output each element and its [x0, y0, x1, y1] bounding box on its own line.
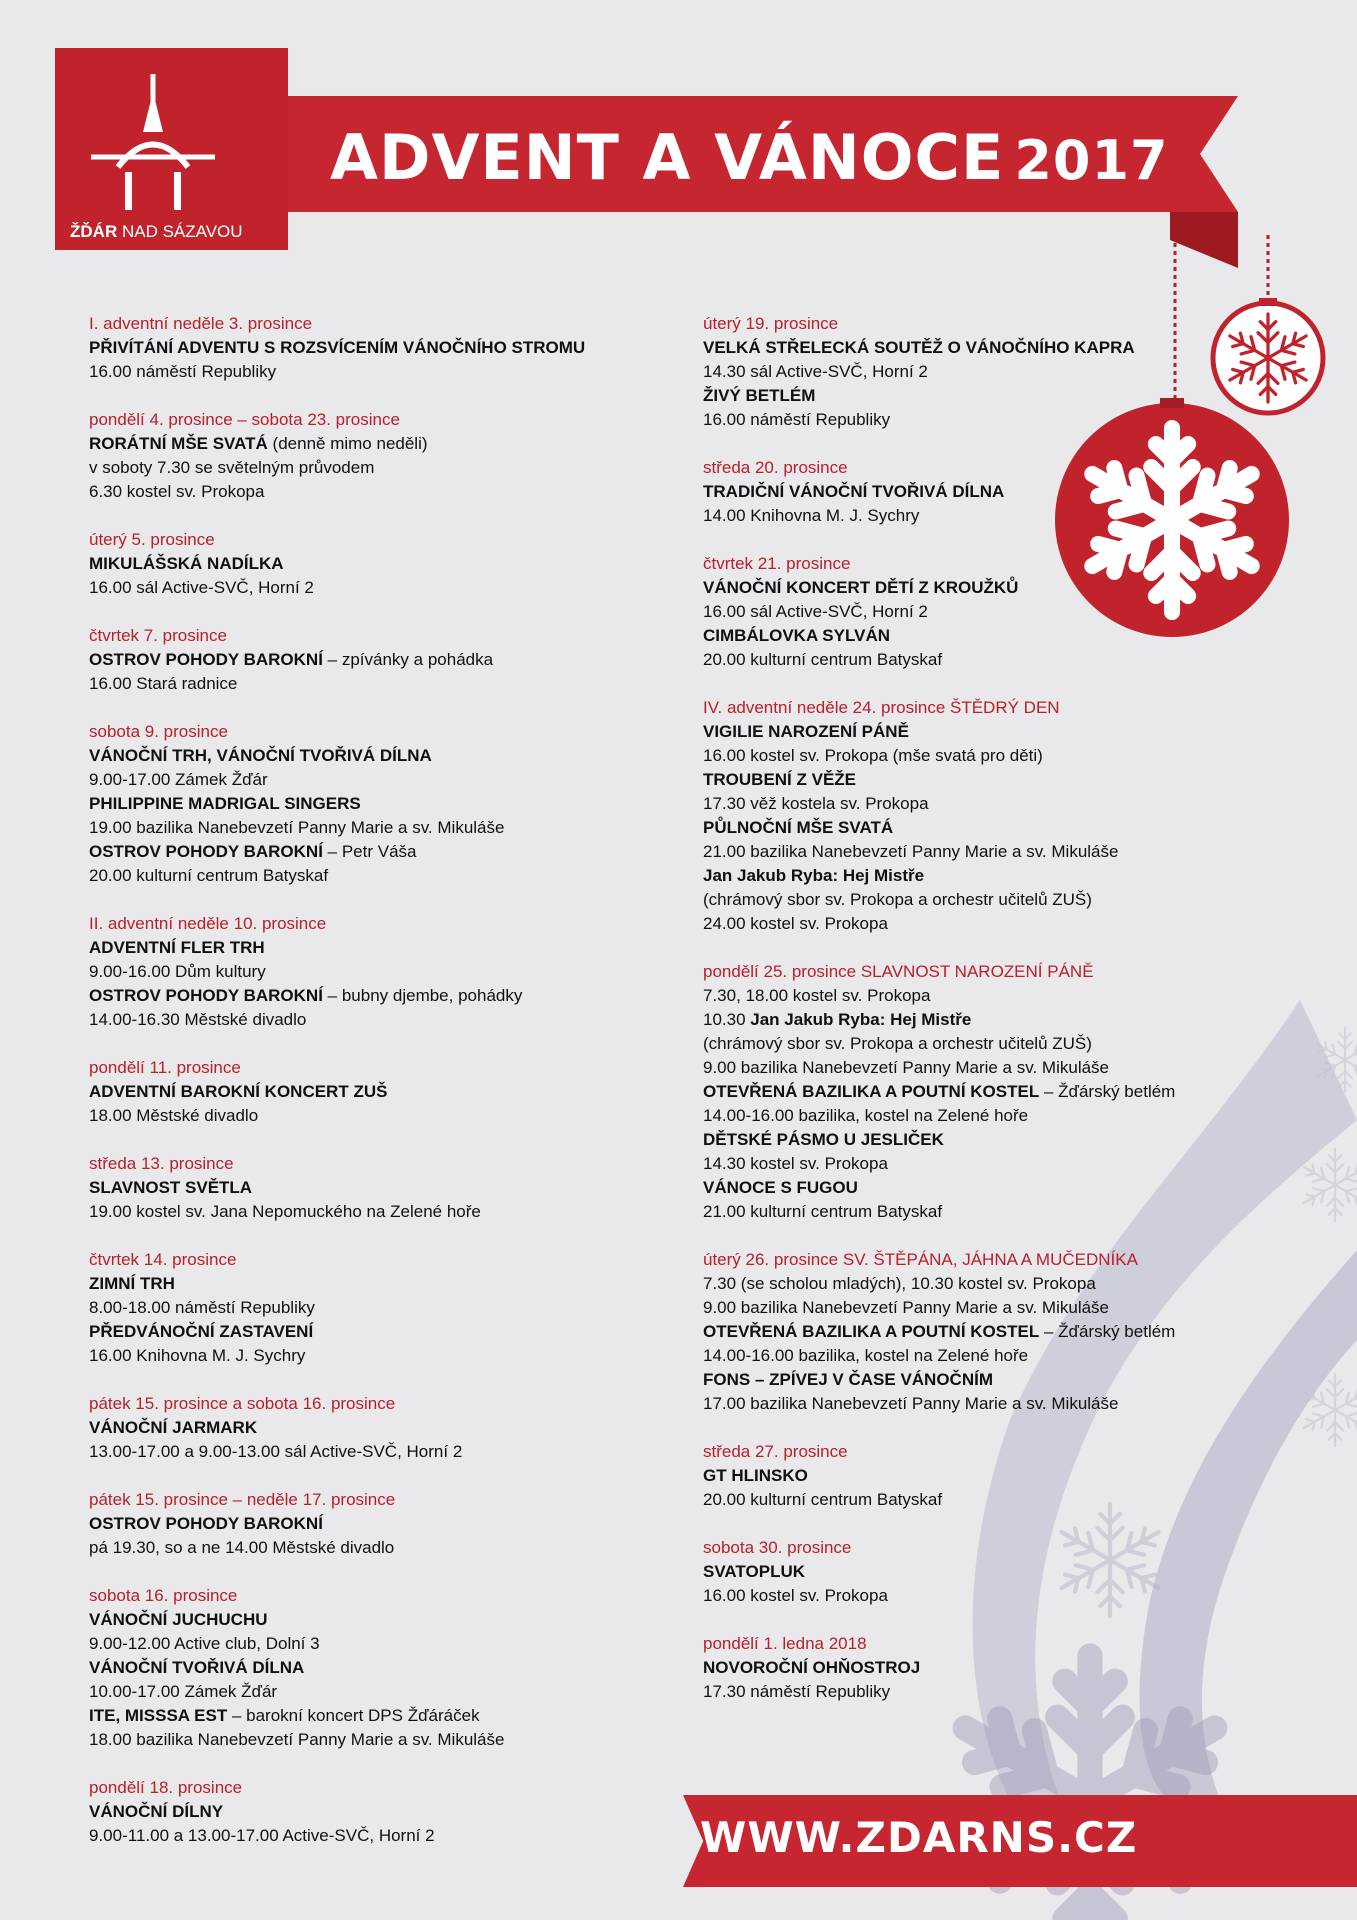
event-detail: 7.30, 18.00 kostel sv. Prokopa: [703, 986, 931, 1005]
event-detail: 21.00 kulturní centrum Batyskaf: [703, 1202, 943, 1221]
event-item: [703, 696, 1313, 936]
logo-text-bold: ŽĎÁR: [70, 222, 118, 241]
event-name: NOVOROČNÍ OHŇOSTROJ: [703, 1658, 921, 1677]
event-line: [89, 840, 699, 864]
event-line: [703, 816, 1313, 840]
event-name: VÁNOČNÍ DÍLNY: [89, 1802, 224, 1821]
event-line: [89, 816, 699, 840]
event-detail: 16.00 náměstí Republiky: [89, 362, 277, 381]
events-column-right: [703, 312, 1313, 1728]
event-line: [703, 1056, 1313, 1080]
event-date: středa 20. prosince: [703, 458, 848, 477]
event-name: FONS – ZPÍVEJ V ČASE VÁNOČNÍM: [703, 1370, 993, 1389]
event-line: [703, 480, 1313, 504]
event-detail: 6.30 kostel sv. Prokopa: [89, 482, 265, 501]
event-line: [89, 1608, 699, 1632]
event-line: [89, 456, 699, 480]
event-detail: 18.00 Městské divadlo: [89, 1106, 259, 1125]
event-line: [703, 384, 1313, 408]
event-line: [89, 1320, 699, 1344]
event-line: [89, 960, 699, 984]
event-line: [703, 1152, 1313, 1176]
event-detail: – Petr Váša: [322, 842, 417, 861]
event-line: [89, 480, 699, 504]
event-detail: 16.00 kostel sv. Prokopa (mše svatá pro děti): [703, 746, 1043, 765]
event-line: [89, 984, 699, 1008]
event-line: [89, 936, 699, 960]
events-column-left: [89, 312, 699, 1872]
event-line: [703, 624, 1313, 648]
event-name: VÁNOČNÍ TVOŘIVÁ DÍLNA: [89, 1658, 305, 1677]
event-detail: 16.00 kostel sv. Prokopa: [703, 1586, 888, 1605]
event-line: [89, 864, 699, 888]
event-detail: – zpívánky a pohádka: [322, 650, 494, 669]
event-detail: pá 19.30, so a ne 14.00 Městské divadlo: [89, 1538, 395, 1557]
event-line: [703, 1296, 1313, 1320]
event-name: PŘEDVÁNOČNÍ ZASTAVENÍ: [89, 1322, 314, 1341]
event-date: IV. adventní neděle 24. prosince ŠTĚDRÝ DEN: [703, 698, 1060, 717]
event-line: [89, 1200, 699, 1224]
event-name: VÁNOČNÍ KONCERT DĚTÍ Z KROUŽKŮ: [703, 578, 1019, 597]
event-line: [89, 1800, 699, 1824]
event-line: [703, 1008, 1313, 1032]
event-detail: (denně mimo neděli): [267, 434, 428, 453]
event-line: [89, 576, 699, 600]
event-line: [89, 1824, 699, 1848]
event-detail: 9.00 bazilika Nanebevzetí Panny Marie a sv. Mikuláše: [703, 1058, 1109, 1077]
event-date: pátek 15. prosince a sobota 16. prosince: [89, 1394, 396, 1413]
event-line: [703, 648, 1313, 672]
event-line: [703, 720, 1313, 744]
event-line: [703, 504, 1313, 528]
event-item: [89, 408, 699, 504]
event-item: [703, 312, 1313, 432]
event-date: pondělí 18. prosince: [89, 1778, 243, 1797]
event-line: [703, 336, 1313, 360]
page-title-text: ADVENT A VÁNOCE: [330, 121, 1005, 194]
event-name: DĚTSKÉ PÁSMO U JESLIČEK: [703, 1130, 944, 1149]
event-date: středa 13. prosince: [89, 1154, 234, 1173]
event-name: OSTROV POHODY BAROKNÍ: [89, 1514, 323, 1533]
event-line: [89, 768, 699, 792]
event-item: [89, 912, 699, 1032]
event-item: [89, 624, 699, 696]
event-line: [89, 1296, 699, 1320]
event-detail: 17.30 náměstí Republiky: [703, 1682, 891, 1701]
event-detail: 9.00-12.00 Active club, Dolní 3: [89, 1634, 320, 1653]
event-line: [89, 336, 699, 360]
event-name: TRADIČNÍ VÁNOČNÍ TVOŘIVÁ DÍLNA: [703, 482, 1005, 501]
event-detail: 9.00-17.00 Zámek Žďár: [89, 770, 268, 789]
event-name: RORÁTNÍ MŠE SVATÁ: [89, 434, 268, 453]
event-detail: (chrámový sbor sv. Prokopa a orchestr učitelů ZUŠ): [703, 1034, 1092, 1053]
event-item: [703, 552, 1313, 672]
event-item: [703, 960, 1313, 1224]
event-line: [89, 1680, 699, 1704]
event-date: středa 27. prosince: [703, 1442, 848, 1461]
event-date: II. adventní neděle 10. prosince: [89, 914, 327, 933]
event-line: [703, 888, 1313, 912]
event-item: [703, 1440, 1313, 1512]
event-name: TROUBENÍ Z VĚŽE: [703, 770, 857, 789]
event-detail: 13.00-17.00 a 9.00-13.00 sál Active-SVČ, Horní 2: [89, 1442, 463, 1461]
event-detail: 19.00 bazilika Nanebevzetí Panny Marie a sv. Mikuláše: [89, 818, 505, 837]
event-line: [89, 1008, 699, 1032]
event-line: [89, 1080, 699, 1104]
event-line: [703, 792, 1313, 816]
event-line: [89, 360, 699, 384]
event-name: ŽIVÝ BETLÉM: [703, 386, 816, 405]
event-item: [89, 720, 699, 888]
event-line: [703, 600, 1313, 624]
event-item: [89, 1248, 699, 1368]
event-line: [89, 1104, 699, 1128]
event-detail: – Žďárský betlém: [1039, 1082, 1176, 1101]
event-name: VÁNOČNÍ JARMARK: [89, 1418, 258, 1437]
event-item: [89, 528, 699, 600]
event-detail: 10.00-17.00 Zámek Žďár: [89, 1682, 278, 1701]
event-line: [703, 576, 1313, 600]
event-detail: 16.00 náměstí Republiky: [703, 410, 891, 429]
event-name: ITE, MISSSA EST: [89, 1706, 228, 1725]
event-name: OSTROV POHODY BAROKNÍ: [89, 986, 323, 1005]
event-line: [703, 1272, 1313, 1296]
event-detail: 18.00 bazilika Nanebevzetí Panny Marie a sv. Mikuláše: [89, 1730, 505, 1749]
event-line: [89, 1440, 699, 1464]
event-detail: 16.00 Knihovna M. J. Sychry: [89, 1346, 306, 1365]
event-line: [703, 1032, 1313, 1056]
event-date: pondělí 25. prosince SLAVNOST NAROZENÍ PÁNĚ: [703, 962, 1094, 981]
event-detail: 7.30 (se scholou mladých), 10.30 kostel sv. Prokopa: [703, 1274, 1096, 1293]
event-line: [89, 648, 699, 672]
event-line: [703, 1200, 1313, 1224]
church-logo-icon: [88, 72, 218, 212]
event-date: sobota 9. prosince: [89, 722, 228, 741]
event-item: [89, 1152, 699, 1224]
event-line: [89, 1344, 699, 1368]
logo-text: [70, 222, 243, 242]
event-line: [703, 840, 1313, 864]
event-detail: 20.00 kulturní centrum Batyskaf: [703, 650, 943, 669]
event-detail: 16.00 Stará radnice: [89, 674, 238, 693]
event-name: ADVENTNÍ FLER TRH: [89, 938, 265, 957]
event-line: [89, 672, 699, 696]
event-detail: 16.00 sál Active-SVČ, Horní 2: [703, 602, 928, 621]
event-line: [89, 1512, 699, 1536]
event-line: [703, 1344, 1313, 1368]
event-date: čtvrtek 14. prosince: [89, 1250, 237, 1269]
event-detail: 9.00 bazilika Nanebevzetí Panny Marie a sv. Mikuláše: [703, 1298, 1109, 1317]
event-name: VÁNOCE S FUGOU: [703, 1178, 858, 1197]
event-line: [89, 1272, 699, 1296]
event-name: PŘIVÍTÁNÍ ADVENTU S ROZSVÍCENÍM VÁNOČNÍHO STROMU: [89, 338, 586, 357]
event-line: [703, 360, 1313, 384]
event-name: SVATOPLUK: [703, 1562, 806, 1581]
event-name: Jan Jakub Ryba: Hej Mistře: [750, 1010, 972, 1029]
event-line: [703, 1392, 1313, 1416]
event-line: [89, 744, 699, 768]
event-name: VÁNOČNÍ JUCHUCHU: [89, 1610, 268, 1629]
event-name: OTEVŘENÁ BAZILIKA A POUTNÍ KOSTEL: [703, 1322, 1040, 1341]
event-detail: 14.00 Knihovna M. J. Sychry: [703, 506, 920, 525]
event-detail: – bubny djembe, pohádky: [322, 986, 523, 1005]
event-detail: 14.00-16.30 Městské divadlo: [89, 1010, 307, 1029]
event-item: [89, 1392, 699, 1464]
event-detail: 14.30 sál Active-SVČ, Horní 2: [703, 362, 928, 381]
event-name: PŮLNOČNÍ MŠE SVATÁ: [703, 818, 894, 837]
event-line: [703, 984, 1313, 1008]
event-line: [703, 1680, 1313, 1704]
event-line: [89, 1704, 699, 1728]
event-line: [703, 1176, 1313, 1200]
event-detail: 17.30 věž kostela sv. Prokopa: [703, 794, 929, 813]
event-name: VIGILIE NAROZENÍ PÁNĚ: [703, 722, 909, 741]
event-name: Jan Jakub Ryba: Hej Mistře: [703, 866, 925, 885]
event-name: VELKÁ STŘELECKÁ SOUTĚŽ O VÁNOČNÍHO KAPRA: [703, 338, 1135, 357]
event-line: [89, 552, 699, 576]
event-line: [703, 1080, 1313, 1104]
event-line: [89, 792, 699, 816]
event-line: [703, 744, 1313, 768]
event-detail: 14.30 kostel sv. Prokopa: [703, 1154, 888, 1173]
event-date: pondělí 11. prosince: [89, 1058, 241, 1077]
event-detail: 9.00-16.00 Dům kultury: [89, 962, 266, 981]
page-title: [330, 118, 1169, 201]
event-name: MIKULÁŠSKÁ NADÍLKA: [89, 554, 284, 573]
event-item: [89, 312, 699, 384]
event-line: [703, 768, 1313, 792]
page-title-year: 2017: [1014, 129, 1169, 192]
event-detail: 24.00 kostel sv. Prokopa: [703, 914, 888, 933]
event-date: úterý 19. prosince: [703, 314, 839, 333]
event-time: 10.30: [703, 1010, 751, 1029]
event-line: [703, 864, 1313, 888]
event-name: OSTROV POHODY BAROKNÍ: [89, 650, 323, 669]
event-name: ZIMNÍ TRH: [89, 1274, 175, 1293]
event-name: OTEVŘENÁ BAZILIKA A POUTNÍ KOSTEL: [703, 1082, 1040, 1101]
event-line: [703, 1488, 1313, 1512]
event-date: čtvrtek 7. prosince: [89, 626, 227, 645]
event-detail: 14.00-16.00 bazilika, kostel na Zelené hoře: [703, 1346, 1029, 1365]
event-name: CIMBÁLOVKA SYLVÁN: [703, 626, 890, 645]
event-detail: – Žďárský betlém: [1039, 1322, 1176, 1341]
banner-fold: [1170, 212, 1238, 268]
logo-text-rest: NAD SÁZAVOU: [121, 222, 243, 241]
event-detail: 21.00 bazilika Nanebevzetí Panny Marie a sv. Mikuláše: [703, 842, 1119, 861]
event-line: [89, 1416, 699, 1440]
event-line: [89, 1656, 699, 1680]
event-line: [703, 1104, 1313, 1128]
event-date: sobota 30. prosince: [703, 1538, 852, 1557]
event-line: [703, 1320, 1313, 1344]
event-date: čtvrtek 21. prosince: [703, 554, 851, 573]
event-name: VÁNOČNÍ TRH, VÁNOČNÍ TVOŘIVÁ DÍLNA: [89, 746, 432, 765]
event-line: [703, 1464, 1313, 1488]
website-link[interactable]: WWW.ZDARNS.CZ: [700, 1813, 1138, 1862]
event-line: [703, 1368, 1313, 1392]
event-date: sobota 16. prosince: [89, 1586, 238, 1605]
event-date: pondělí 1. ledna 2018: [703, 1634, 867, 1653]
event-item: [703, 1248, 1313, 1416]
event-detail: (chrámový sbor sv. Prokopa a orchestr učitelů ZUŠ): [703, 890, 1092, 909]
event-item: [703, 1536, 1313, 1608]
event-detail: 9.00-11.00 a 13.00-17.00 Active-SVČ, Horní 2: [89, 1826, 435, 1845]
event-line: [703, 1560, 1313, 1584]
event-name: OSTROV POHODY BAROKNÍ: [89, 842, 323, 861]
event-detail: 16.00 sál Active-SVČ, Horní 2: [89, 578, 314, 597]
event-date: pondělí 4. prosince – sobota 23. prosince: [89, 410, 400, 429]
event-detail: 14.00-16.00 bazilika, kostel na Zelené hoře: [703, 1106, 1029, 1125]
event-item: [89, 1584, 699, 1752]
event-date: úterý 26. prosince SV. ŠTĚPÁNA, JÁHNA A MUČEDNÍKA: [703, 1250, 1138, 1269]
event-name: ADVENTNÍ BAROKNÍ KONCERT ZUŠ: [89, 1082, 388, 1101]
event-detail: 8.00-18.00 náměstí Republiky: [89, 1298, 315, 1317]
event-line: [703, 1584, 1313, 1608]
event-line: [703, 1656, 1313, 1680]
event-date: I. adventní neděle 3. prosince: [89, 314, 313, 333]
event-line: [703, 1128, 1313, 1152]
event-line: [89, 432, 699, 456]
event-name: GT HLINSKO: [703, 1466, 808, 1485]
event-detail: 17.00 bazilika Nanebevzetí Panny Marie a sv. Mikuláše: [703, 1394, 1119, 1413]
event-detail: 20.00 kulturní centrum Batyskaf: [703, 1490, 943, 1509]
event-name: PHILIPPINE MADRIGAL SINGERS: [89, 794, 361, 813]
event-name: SLAVNOST SVĚTLA: [89, 1178, 253, 1197]
event-line: [89, 1632, 699, 1656]
event-detail: – barokní koncert DPS Žďáráček: [227, 1706, 480, 1725]
event-detail: v soboty 7.30 se světelným průvodem: [89, 458, 375, 477]
event-item: [89, 1776, 699, 1848]
event-line: [703, 912, 1313, 936]
event-item: [703, 456, 1313, 528]
event-detail: 20.00 kulturní centrum Batyskaf: [89, 866, 329, 885]
event-item: [89, 1488, 699, 1560]
event-item: [703, 1632, 1313, 1704]
event-item: [89, 1056, 699, 1128]
event-line: [703, 408, 1313, 432]
event-detail: 19.00 kostel sv. Jana Nepomuckého na Zelené hoře: [89, 1202, 481, 1221]
event-date: pátek 15. prosince – neděle 17. prosince: [89, 1490, 396, 1509]
event-line: [89, 1536, 699, 1560]
event-date: úterý 5. prosince: [89, 530, 215, 549]
event-line: [89, 1176, 699, 1200]
event-line: [89, 1728, 699, 1752]
